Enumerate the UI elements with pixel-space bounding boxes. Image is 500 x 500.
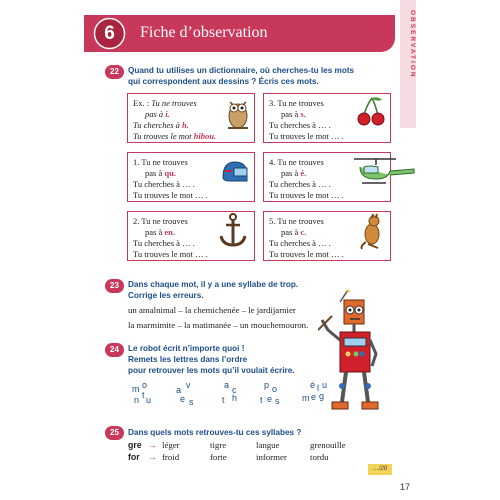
- item-box-1: 1. Tu ne trouves pas à qu. Tu cherches à … . Tu trouves le mot … .: [127, 152, 255, 202]
- letter-group-3: a c t h: [222, 380, 238, 405]
- syllable-row: for → froid forte informer tordu: [128, 452, 329, 462]
- words-line: la marmimite – la matimanée – un mouchemouron.: [128, 320, 309, 330]
- exercise-question: Le robot écrit n’importe quoi ! Remets les lettres dans l’ordre pour retrouver les mots qu’il voulait écrire.: [128, 344, 295, 375]
- exercise-number: 24: [105, 343, 124, 357]
- letter-group-5: é l u m e g: [302, 380, 328, 403]
- item-box-3: 3. Tu ne trouves pas à s. Tu cherches à … . Tu trouves le mot … .: [263, 93, 391, 143]
- helmet-icon: [220, 159, 250, 187]
- anchor-icon: [218, 212, 248, 248]
- page-title: Fiche d’observation: [140, 24, 268, 41]
- exercise-question: Quand tu utilises un dictionnaire, où cherches-tu les mots qui correspondent aux dessins ? Écris ces mots.: [128, 66, 355, 86]
- exercise-question: Dans chaque mot, il y a une syllabe de trop. Corrige les erreurs.: [128, 280, 299, 300]
- side-label: OBSERVATION: [409, 10, 416, 79]
- item-box-5: 5. Tu ne trouves pas à c. Tu cherches à … . Tu trouves le mot … .: [263, 211, 391, 261]
- syllable: gre: [128, 440, 142, 450]
- chapter-number: 6: [104, 23, 115, 44]
- syllable-row: gre → léger tigre langue grenouille: [128, 440, 346, 450]
- letter-group-4: p o t e s: [260, 380, 280, 406]
- score-tag: …/20: [368, 464, 392, 475]
- exercise-question: Dans quels mots retrouves-tu ces syllabes ?: [128, 428, 302, 437]
- robot-icon: [318, 290, 380, 424]
- owl-icon: [226, 96, 250, 130]
- syllable: for: [128, 452, 140, 462]
- letter-group-1: m o n t u: [132, 380, 152, 405]
- cherries-icon: [356, 96, 386, 128]
- page-number: 17: [400, 482, 411, 492]
- arrow-icon: →: [148, 440, 157, 450]
- helicopter-icon: [348, 155, 420, 187]
- example-box: Ex. : Tu ne trouves pas à i. Tu cherches à h. Tu trouves le mot hibou.: [127, 93, 255, 143]
- item-box-2: 2. Tu ne trouves pas à en. Tu cherches à … . Tu trouves le mot … .: [127, 211, 255, 261]
- item-box-4: 4. Tu ne trouves pas à é. Tu cherches à … . Tu trouves le mot … .: [263, 152, 391, 202]
- letter-group-2: a v e s: [176, 380, 194, 407]
- kangaroo-icon: [358, 212, 386, 250]
- exercise-number: 25: [105, 426, 124, 440]
- arrow-icon: →: [148, 452, 157, 462]
- words-line: un amalnimal – la chemichenée – le jardijarnier: [128, 305, 296, 315]
- exercise-number: 23: [105, 279, 124, 293]
- exercise-number: 22: [105, 65, 124, 79]
